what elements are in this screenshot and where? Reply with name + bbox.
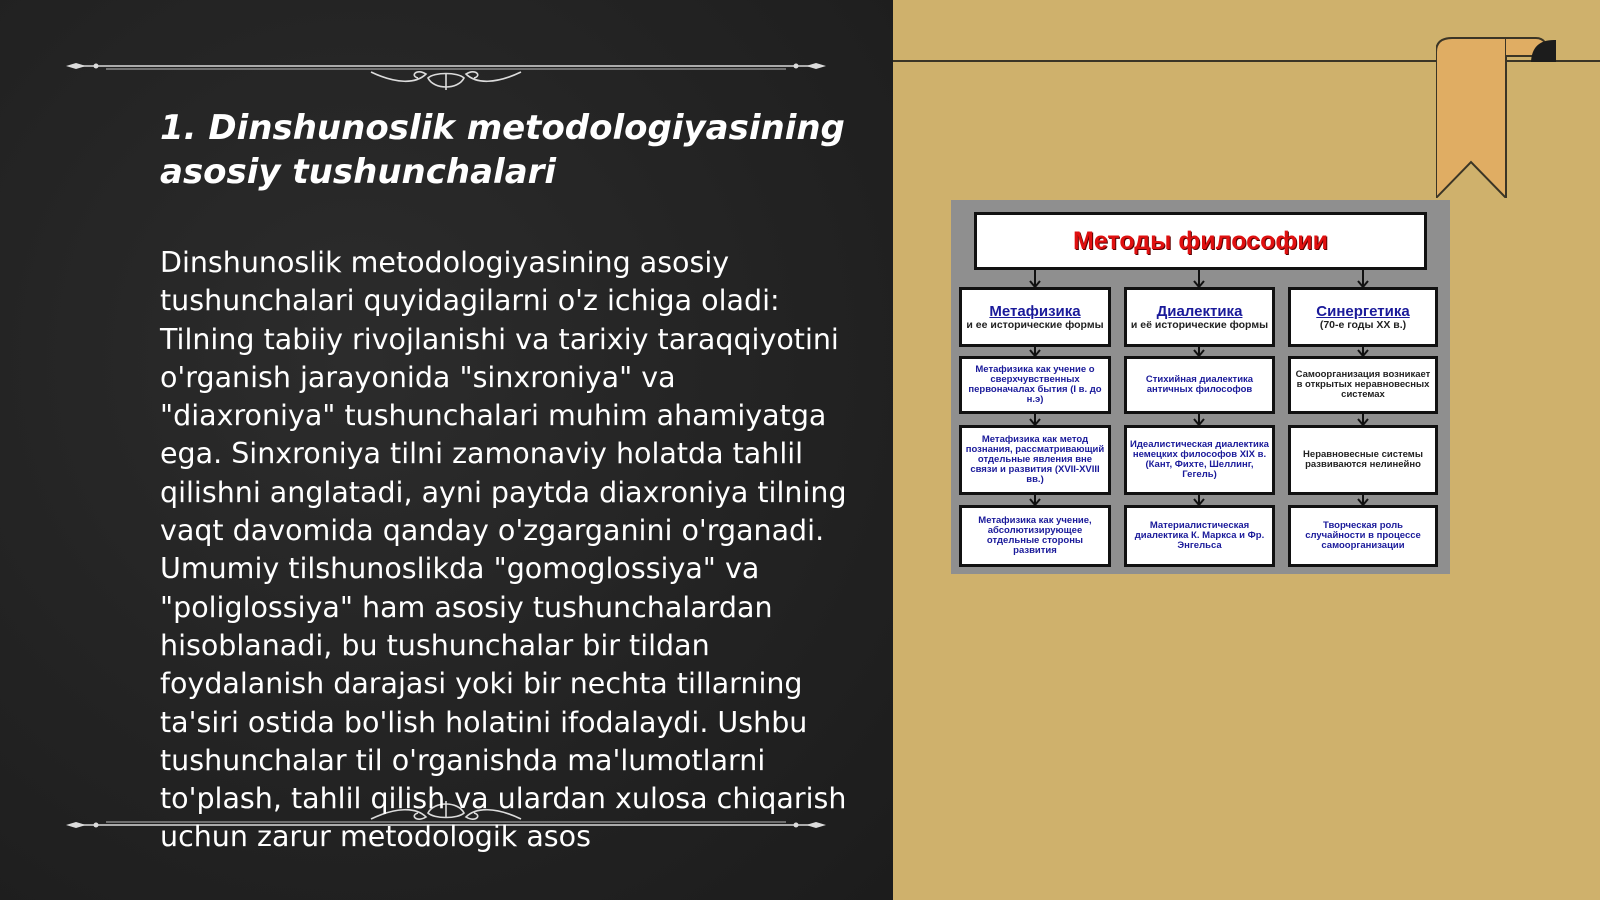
column-title: Метафизика [989, 303, 1081, 320]
column-header-dialectics [1124, 287, 1275, 347]
cell-text: Творческая роль случайности в процессе самоорганизации [1305, 520, 1421, 551]
bookmark-ribbon [1436, 36, 1556, 198]
philosophy-methods-diagram [951, 200, 1450, 574]
diagram-cell [1124, 505, 1275, 567]
column-title: Диалектика [1156, 303, 1243, 320]
cell-text: Метафизика как учение о сверхчувственных первоначалах бытия (I в. до н.э) [968, 364, 1102, 405]
column-subtitle: (70-е годы XX в.) [1319, 319, 1407, 331]
diagram-cell [1288, 505, 1438, 567]
diagram-title-box [974, 212, 1427, 270]
diagram-cell [1124, 425, 1275, 495]
column-title: Синергетика [1316, 303, 1410, 320]
cell-text: Стихийная диалектика античных философов [1145, 374, 1254, 395]
diagram-title: Методы философии [1073, 226, 1328, 255]
diagram-cell [1124, 356, 1275, 414]
cell-text: Метафизика как метод познания, рассматривающий отдельные явления вне связи и развития (XVII-XVIII вв.) [965, 434, 1105, 485]
cell-text: Идеалистическая диалектика немецких философов XIX в. (Кант, Фихте, Шеллинг, Гегель) [1130, 439, 1269, 480]
cell-text: Неравновесные системы развиваются нелинейно [1303, 449, 1423, 470]
column-subtitle: и ее исторические формы [966, 319, 1104, 331]
diagram-cell [959, 356, 1111, 414]
slide-title: 1. Dinshunoslik metodologiyasining asosiy tushunchalari [160, 108, 845, 192]
ornament-divider-top [66, 44, 826, 90]
cell-text: Самоорганизация возникает в открытых неравновесных системах [1295, 369, 1431, 400]
diagram-cell [1288, 356, 1438, 414]
diagram-cell [959, 505, 1111, 567]
column-header-synergetics [1288, 287, 1438, 347]
cell-text: Метафизика как учение, абсолютизирующее отдельные стороны развития [978, 515, 1092, 556]
slide-body-text: Dinshunoslik metodologiyasining asosiy tushunchalari quyidagilarni o'z ichiga oladi: Tilning tabiiy rivojlanishi va tarixiy taraqqiyotini o'rganish jarayonida "sinxroniya" va "diaxroniya" tushunchalari muhim ahamiyatga ega. Sinxroniya tilni zamonaviy holatda tahlil qilishni anglatadi, ayni paytda diaxroniya tilning vaqt davomida qanday o'zgarganini o'rganadi. Umumiy tilshunoslikda "gomoglossiya" va "poliglossiya" ham asosiy tushunchalardan hisoblanadi, bu tushunchalar bir tildan foydalanish darajasi yoki bir nechta tillarning ta'siri ostida bo'lish holatini ifodalaydi. Ushbu tushunchalar til o'rganishda ma'lumotlarni to'plash, tahlil qilish va ulardan xulosa chiqarish uchun zarur metodologik asos [160, 246, 847, 854]
cell-text: Материалистическая диалектика К. Маркса и Фр. Энгельса [1134, 520, 1265, 551]
column-subtitle: и её исторические формы [1130, 319, 1269, 331]
column-header-metaphysics [959, 287, 1111, 347]
diagram-cell [1288, 425, 1438, 495]
diagram-cell [959, 425, 1111, 495]
